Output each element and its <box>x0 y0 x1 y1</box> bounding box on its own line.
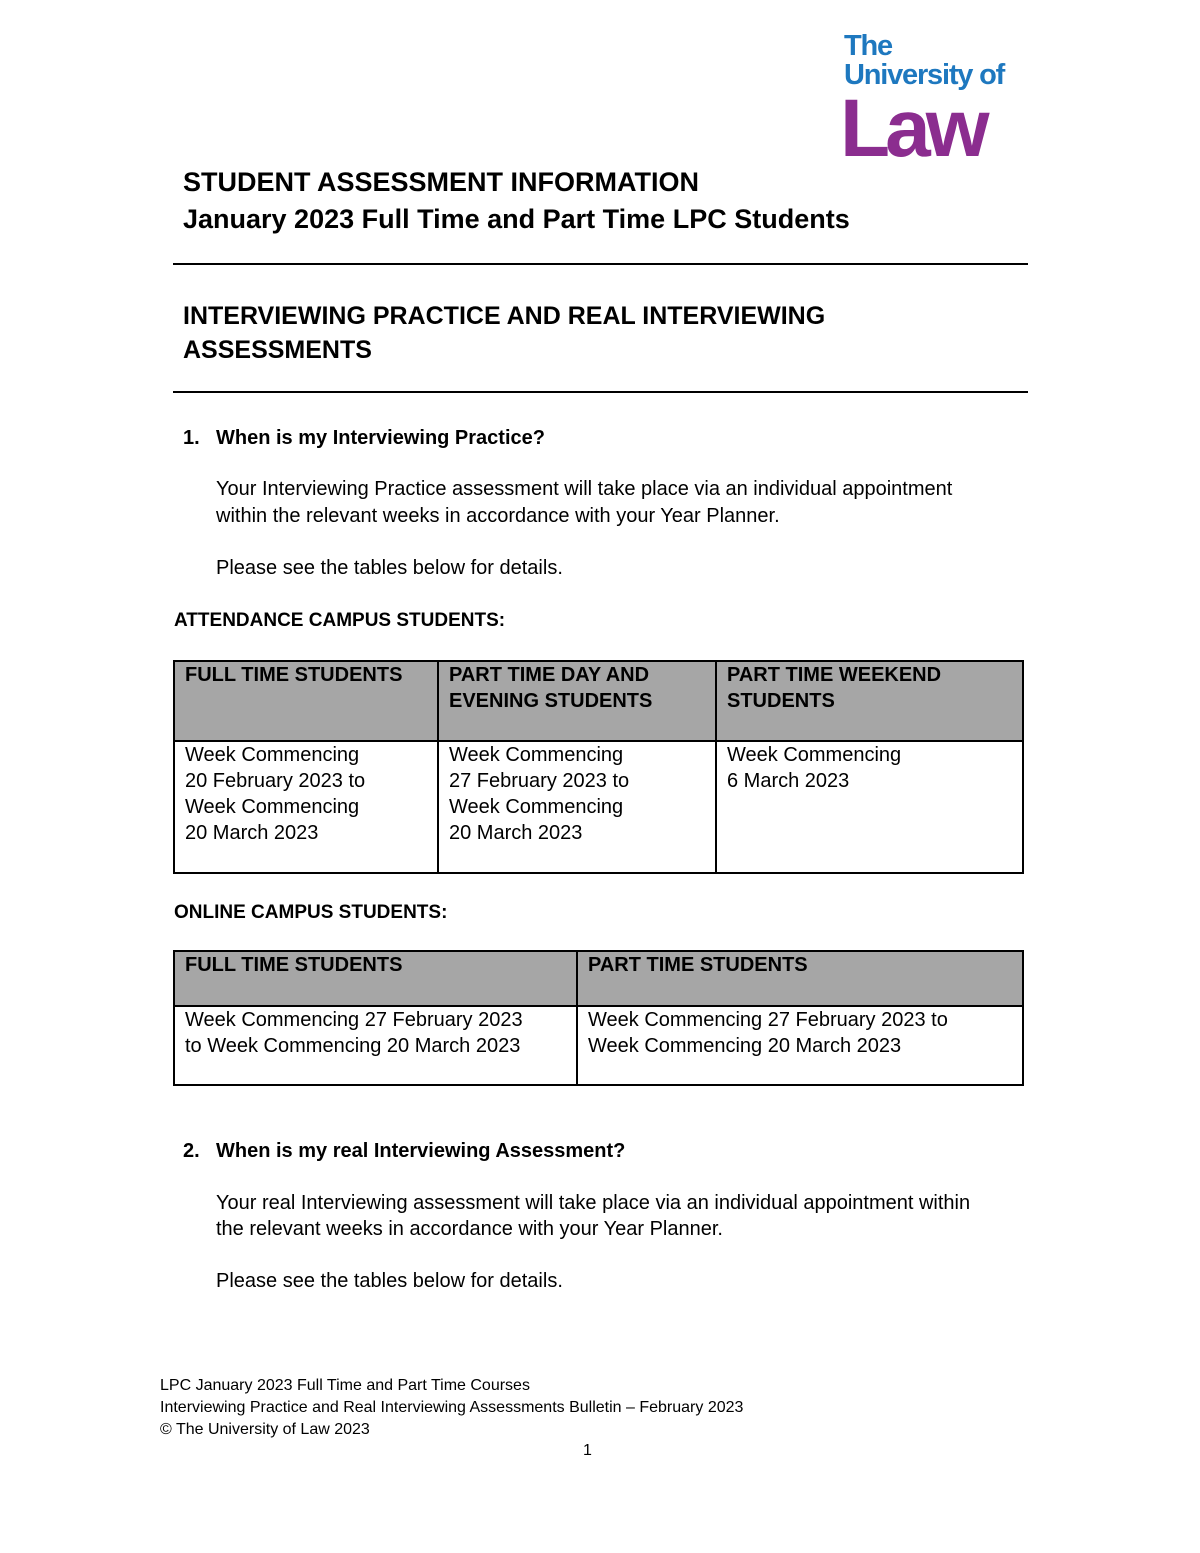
logo-line-law: Law <box>840 83 985 174</box>
attendance-header-part-time-weekend-text: PART TIME WEEKEND STUDENTS <box>727 664 942 712</box>
university-logo <box>840 28 1030 174</box>
question-1-paragraph-line1: Your Interviewing Practice assessment will take place via an individual appointment <box>216 478 953 500</box>
footer-course-line: LPC January 2023 Full Time and Part Time Courses <box>160 1377 530 1394</box>
attendance-header-full-time <box>174 661 438 741</box>
question-2-heading: When is my real Interviewing Assessment? <box>216 1140 626 1162</box>
question-2-see-tables: Please see the tables below for details. <box>216 1270 563 1292</box>
attendance-header-part-time-weekend <box>716 661 1023 741</box>
attendance-cell-part-time-day-text: Week Commencing 27 February 2023 to Week Commencing 20 March 2023 <box>449 744 630 844</box>
online-table <box>173 950 1024 1086</box>
question-1-paragraph-line2: within the relevant weeks in accordance with your Year Planner. <box>216 505 780 527</box>
question-1-heading: When is my Interviewing Practice? <box>216 427 545 449</box>
attendance-header-part-time-day-text: PART TIME DAY AND EVENING STUDENTS <box>449 664 653 712</box>
attendance-data-row <box>174 741 1023 873</box>
page-subtitle: January 2023 Full Time and Part Time LPC Students <box>183 204 850 234</box>
section-heading-line1: INTERVIEWING PRACTICE AND REAL INTERVIEWING <box>183 302 826 330</box>
logo-line-the: The <box>844 30 892 62</box>
online-campus-label: ONLINE CAMPUS STUDENTS: <box>174 902 448 923</box>
attendance-cell-full-time-text: Week Commencing 20 February 2023 to Week Commencing 20 March 2023 <box>185 744 366 844</box>
divider-top <box>173 263 1028 265</box>
question-2-number: 2. <box>183 1140 200 1162</box>
divider-bottom <box>173 391 1028 393</box>
attendance-cell-part-time-weekend <box>716 741 1023 873</box>
online-cell-part-time <box>577 1006 1023 1085</box>
question-1-see-tables: Please see the tables below for details. <box>216 557 563 579</box>
question-2-paragraph-line1: Your real Interviewing assessment will take place via an individual appointment within <box>216 1192 971 1214</box>
attendance-cell-part-time-day <box>438 741 716 873</box>
page-title: STUDENT ASSESSMENT INFORMATION <box>183 167 700 197</box>
logo-line-university-of: University of <box>844 59 1005 91</box>
online-header-full-time-text: FULL TIME STUDENTS <box>185 954 403 976</box>
question-2-paragraph-line2: the relevant weeks in accordance with your Year Planner. <box>216 1218 723 1240</box>
footer-bulletin-line: Interviewing Practice and Real Interviewing Assessments Bulletin – February 2023 <box>160 1399 744 1416</box>
online-header-part-time-text: PART TIME STUDENTS <box>588 954 808 976</box>
attendance-header-full-time-text: FULL TIME STUDENTS <box>185 664 403 686</box>
attendance-header-row <box>174 661 1023 741</box>
question-1-number: 1. <box>183 427 200 449</box>
online-header-full-time <box>174 951 577 1006</box>
page-number: 1 <box>583 1442 592 1459</box>
online-cell-full-time-text: Week Commencing 27 February 2023 to Week Commencing 20 March 2023 <box>185 1009 523 1057</box>
attendance-table <box>173 660 1024 874</box>
attendance-header-part-time-day <box>438 661 716 741</box>
attendance-campus-label: ATTENDANCE CAMPUS STUDENTS: <box>174 610 506 631</box>
online-cell-part-time-text: Week Commencing 27 February 2023 to Week Commencing 20 March 2023 <box>588 1009 948 1057</box>
online-cell-full-time <box>174 1006 577 1085</box>
attendance-cell-full-time <box>174 741 438 873</box>
online-header-part-time <box>577 951 1023 1006</box>
footer-copyright: © The University of Law 2023 <box>160 1421 370 1438</box>
online-data-row <box>174 1006 1023 1085</box>
online-header-row <box>174 951 1023 1006</box>
section-heading-line2: ASSESSMENTS <box>183 336 372 364</box>
attendance-cell-part-time-weekend-text: Week Commencing 6 March 2023 <box>727 744 902 792</box>
